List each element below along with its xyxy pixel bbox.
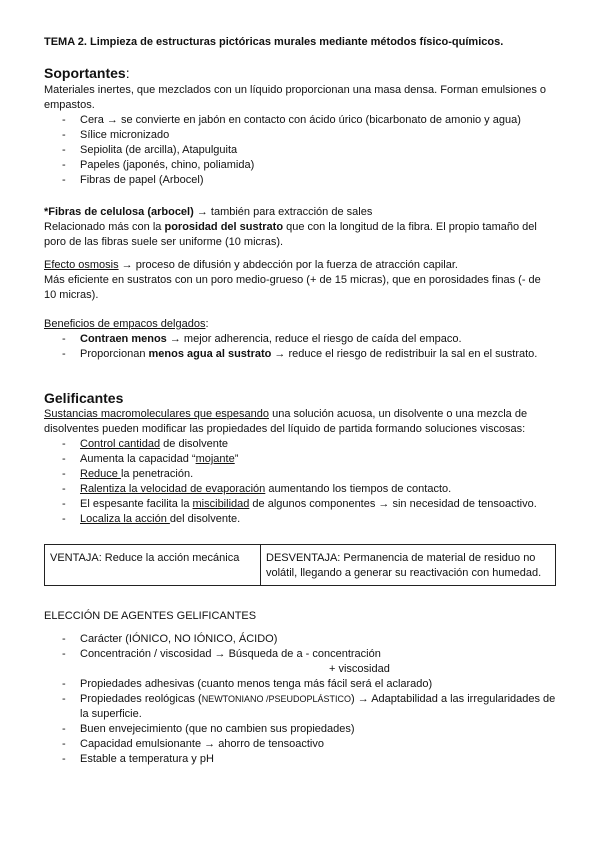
list-item: - Fibras de papel (Arbocel) [62, 174, 204, 186]
efecto-osmosis: Efecto osmosis → proceso de difusión y abdección por la fuerza de atracción capilar. [44, 259, 458, 271]
list-item: - Buen envejecimiento (que no cambien sus propiedades) [62, 723, 355, 735]
ventaja-cell: VENTAJA: Reduce la acción mecánica [45, 545, 261, 586]
beneficios-heading: Beneficios de empacos delgados: [44, 318, 209, 330]
heading-soportantes: Soportantes: [44, 65, 130, 81]
heading-eleccion: ELECCIÓN DE AGENTES GELIFICANTES [44, 610, 257, 622]
heading-gelificantes: Gelificantes [44, 390, 124, 406]
desventaja-cell: DESVENTAJA: Permanencia de material de residuo no volátil, llegando a generar su reactivación con humedad. [261, 545, 556, 586]
list-item: - El espesante facilita la miscibilidad de algunos componentes → sin necesidad de tensoactivo. [62, 498, 537, 510]
eleccion-list [44, 632, 556, 767]
list-item: - Ralentiza la velocidad de evaporación aumentando los tiempos de contacto. [62, 483, 452, 495]
list-item: - Propiedades reológicas (NEWTONIANO /PSEUDOPLÁSTICO) → Adaptabilidad a las irregularidades de la superficie. [62, 693, 556, 720]
ventaja-desventaja-table [44, 544, 556, 586]
list-item: - Capacidad emulsionante → ahorro de tensoactivo [62, 738, 324, 750]
list-item: - Carácter (IÓNICO, NO IÓNICO, ÁCIDO) [62, 633, 278, 645]
document-title: TEMA 2. Limpieza de estructuras pictóricas murales mediante métodos físico-químicos. [44, 36, 504, 48]
list-item: - Reduce la penetración. [62, 468, 194, 480]
list-item: - Proporcionan menos agua al sustrato → reduce el riesgo de redistribuir la sal en el sustrato. [62, 348, 538, 360]
list-item: - Contraen menos → mejor adherencia, reduce el riesgo de caída del empaco. [62, 333, 462, 345]
list-item: - Localiza la acción del disolvente. [62, 513, 241, 525]
list-item: - Papeles (japonés, chino, poliamida) [62, 159, 255, 171]
gelificantes-list [44, 437, 556, 527]
list-item: - Concentración / viscosidad → Búsqueda de a - concentración + viscosidad [62, 648, 390, 675]
osmosis-detalle: Más eficiente en sustratos con un poro medio-grueso (+ de 15 micras), que en porosidades finas (- de 10 micras). [44, 274, 541, 301]
list-item: - Cera → se convierte en jabón en contacto con ácido úrico (bicarbonato de amonio y agua) [62, 114, 521, 126]
list-item: - Control cantidad de disolvente [62, 438, 228, 450]
soportantes-intro: Materiales inertes, que mezclados con un líquido proporcionan una masa densa. Forman emulsiones o empastos. [44, 84, 547, 111]
relacion-porosidad: Relacionado más con la porosidad del sustrato que con la longitud de la fibra. El propio tamaño del poro de las fibras suele ser uniforme (10 micras). [44, 221, 537, 248]
fibras-celulosa: *Fibras de celulosa (arbocel) → también para extracción de sales [44, 206, 373, 218]
list-item: - Sílice micronizado [62, 129, 170, 141]
beneficios-list [44, 332, 556, 362]
list-item: - Estable a temperatura y pH [62, 753, 214, 765]
list-item: - Aumenta la capacidad “mojante” [62, 453, 239, 465]
soportantes-list [44, 113, 556, 188]
gelificantes-intro: Sustancias macromoleculares que espesando una solución acuosa, un disolvente o una mezcla de disolventes pueden modificar las propiedades del líquido de partida formando soluciones viscosas: [44, 408, 528, 435]
list-item: - Propiedades adhesivas (cuanto menos tenga más fácil será el aclarado) [62, 678, 433, 690]
list-item: - Sepiolita (de arcilla), Atapulguita [62, 144, 238, 156]
